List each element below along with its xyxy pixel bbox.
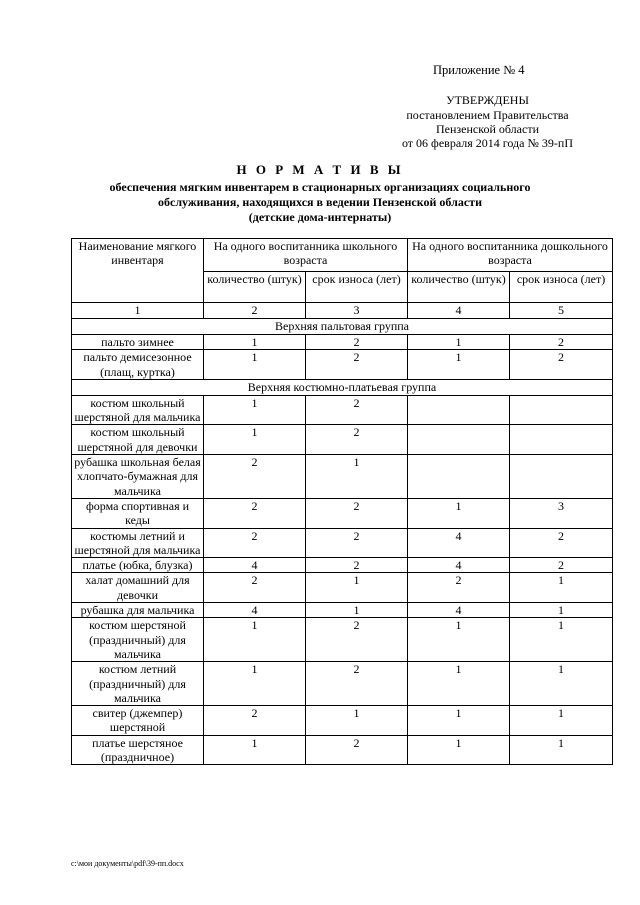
- item-name: халат домашний для девочки: [72, 573, 204, 603]
- header-quantity: количество (штук): [204, 272, 306, 303]
- school-quantity: 1: [204, 425, 306, 455]
- item-name: пальто зимнее: [72, 335, 204, 350]
- table-row: [72, 662, 613, 706]
- table-row: [72, 573, 613, 603]
- group-heading: Верхняя костюмно-платьевая группа: [72, 379, 613, 395]
- subtitle-line: обеспечения мягким инвентарем в стационарных организациях социального: [109, 180, 531, 194]
- item-name: костюм школьный шерстяной для девочки: [72, 425, 204, 455]
- preschool-term: 2: [510, 350, 613, 380]
- table-row: [72, 335, 613, 350]
- subtitle-line: (детские дома-интернаты): [248, 210, 392, 224]
- school-term: 2: [306, 662, 408, 706]
- preschool-term: [510, 455, 613, 499]
- school-term: 2: [306, 425, 408, 455]
- header-term: срок износа (лет): [306, 272, 408, 303]
- table-row: [72, 603, 613, 618]
- school-term: 1: [306, 603, 408, 618]
- item-name: костюм школьный шерстяной для мальчика: [72, 395, 204, 425]
- school-term: 2: [306, 350, 408, 380]
- preschool-term: 1: [510, 573, 613, 603]
- school-term: 2: [306, 735, 408, 765]
- group-heading: Верхняя пальтовая группа: [72, 319, 613, 335]
- school-term: 2: [306, 618, 408, 662]
- preschool-quantity: 1: [408, 618, 510, 662]
- school-quantity: 2: [204, 455, 306, 499]
- preschool-quantity: [408, 425, 510, 455]
- preschool-term: [510, 395, 613, 425]
- approval-line: постановлением Правительства: [406, 108, 569, 122]
- table-row: [72, 706, 613, 736]
- table-row: [72, 395, 613, 425]
- column-number: 4: [408, 303, 510, 319]
- school-quantity: 2: [204, 498, 306, 528]
- preschool-term: [510, 425, 613, 455]
- table-row: [72, 618, 613, 662]
- item-name: рубашка школьная белая хлопчато-бумажная для мальчика: [72, 455, 204, 499]
- preschool-quantity: 1: [408, 735, 510, 765]
- preschool-term: 2: [510, 335, 613, 350]
- school-quantity: 4: [204, 603, 306, 618]
- item-name: рубашка для мальчика: [72, 603, 204, 618]
- column-number: 3: [306, 303, 408, 319]
- school-quantity: 1: [204, 618, 306, 662]
- table-row: [72, 558, 613, 573]
- school-term: 2: [306, 528, 408, 558]
- school-quantity: 2: [204, 573, 306, 603]
- item-name: форма спортивная и кеды: [72, 498, 204, 528]
- school-quantity: 4: [204, 558, 306, 573]
- item-name: костюмы летний и шерстяной для мальчика: [72, 528, 204, 558]
- item-name: пальто демисезонное (плащ, куртка): [72, 350, 204, 380]
- school-quantity: 2: [204, 706, 306, 736]
- approval-heading: УТВЕРЖДЕНЫ: [446, 93, 529, 107]
- school-quantity: 1: [204, 662, 306, 706]
- preschool-term: 1: [510, 618, 613, 662]
- file-path-footer: c:\мои документы\pdf\39-пп.docx: [71, 859, 184, 868]
- approval-line: Пензенской области: [436, 122, 539, 136]
- appendix-number: Приложение № 4: [433, 63, 525, 77]
- preschool-term: 1: [510, 706, 613, 736]
- preschool-quantity: 1: [408, 335, 510, 350]
- preschool-quantity: 1: [408, 662, 510, 706]
- document-subtitle: [60, 180, 580, 225]
- school-term: 1: [306, 573, 408, 603]
- table-row: [72, 498, 613, 528]
- item-name: платье (юбка, блузка): [72, 558, 204, 573]
- header-school: На одного воспитанника школьного возраста: [204, 239, 408, 272]
- item-name: платье шерстяное (праздничное): [72, 735, 204, 765]
- item-name: свитер (джемпер) шерстяной: [72, 706, 204, 736]
- school-term: 2: [306, 498, 408, 528]
- preschool-quantity: 1: [408, 498, 510, 528]
- school-quantity: 1: [204, 335, 306, 350]
- preschool-term: 1: [510, 662, 613, 706]
- preschool-quantity: 1: [408, 350, 510, 380]
- column-number: 2: [204, 303, 306, 319]
- column-number: 1: [72, 303, 204, 319]
- preschool-quantity: [408, 395, 510, 425]
- school-term: 1: [306, 455, 408, 499]
- preschool-quantity: 4: [408, 603, 510, 618]
- school-quantity: 2: [204, 528, 306, 558]
- school-quantity: 1: [204, 735, 306, 765]
- table-row: [72, 425, 613, 455]
- school-term: 2: [306, 395, 408, 425]
- document-title: Н О Р М А Т И В Ы: [236, 162, 404, 177]
- preschool-quantity: 2: [408, 573, 510, 603]
- school-quantity: 1: [204, 350, 306, 380]
- table-row: [72, 350, 613, 380]
- table-row: [72, 528, 613, 558]
- column-number: 5: [510, 303, 613, 319]
- header-preschool: На одного воспитанника дошкольного возраста: [408, 239, 613, 272]
- approval-line: от 06 февраля 2014 года № 39-пП: [401, 136, 574, 150]
- preschool-term: 3: [510, 498, 613, 528]
- preschool-term: 2: [510, 528, 613, 558]
- school-term: 1: [306, 706, 408, 736]
- preschool-quantity: [408, 455, 510, 499]
- header-quantity: количество (штук): [408, 272, 510, 303]
- preschool-quantity: 1: [408, 706, 510, 736]
- header-term: срок износа (лет): [510, 272, 613, 303]
- school-term: 2: [306, 558, 408, 573]
- item-name: костюм шерстяной (праздничный) для мальчика: [72, 618, 204, 662]
- norms-table: [71, 238, 613, 765]
- table-row: [72, 455, 613, 499]
- school-quantity: 1: [204, 395, 306, 425]
- preschool-term: 2: [510, 558, 613, 573]
- table-row: [72, 735, 613, 765]
- school-term: 2: [306, 335, 408, 350]
- preschool-quantity: 4: [408, 558, 510, 573]
- subtitle-line: обслуживания, находящихся в ведении Пензенской области: [158, 195, 482, 209]
- preschool-term: 1: [510, 603, 613, 618]
- item-name: костюм летний (праздничный) для мальчика: [72, 662, 204, 706]
- header-name: Наименование мягкого инвентаря: [72, 239, 204, 303]
- preschool-term: 1: [510, 735, 613, 765]
- preschool-quantity: 4: [408, 528, 510, 558]
